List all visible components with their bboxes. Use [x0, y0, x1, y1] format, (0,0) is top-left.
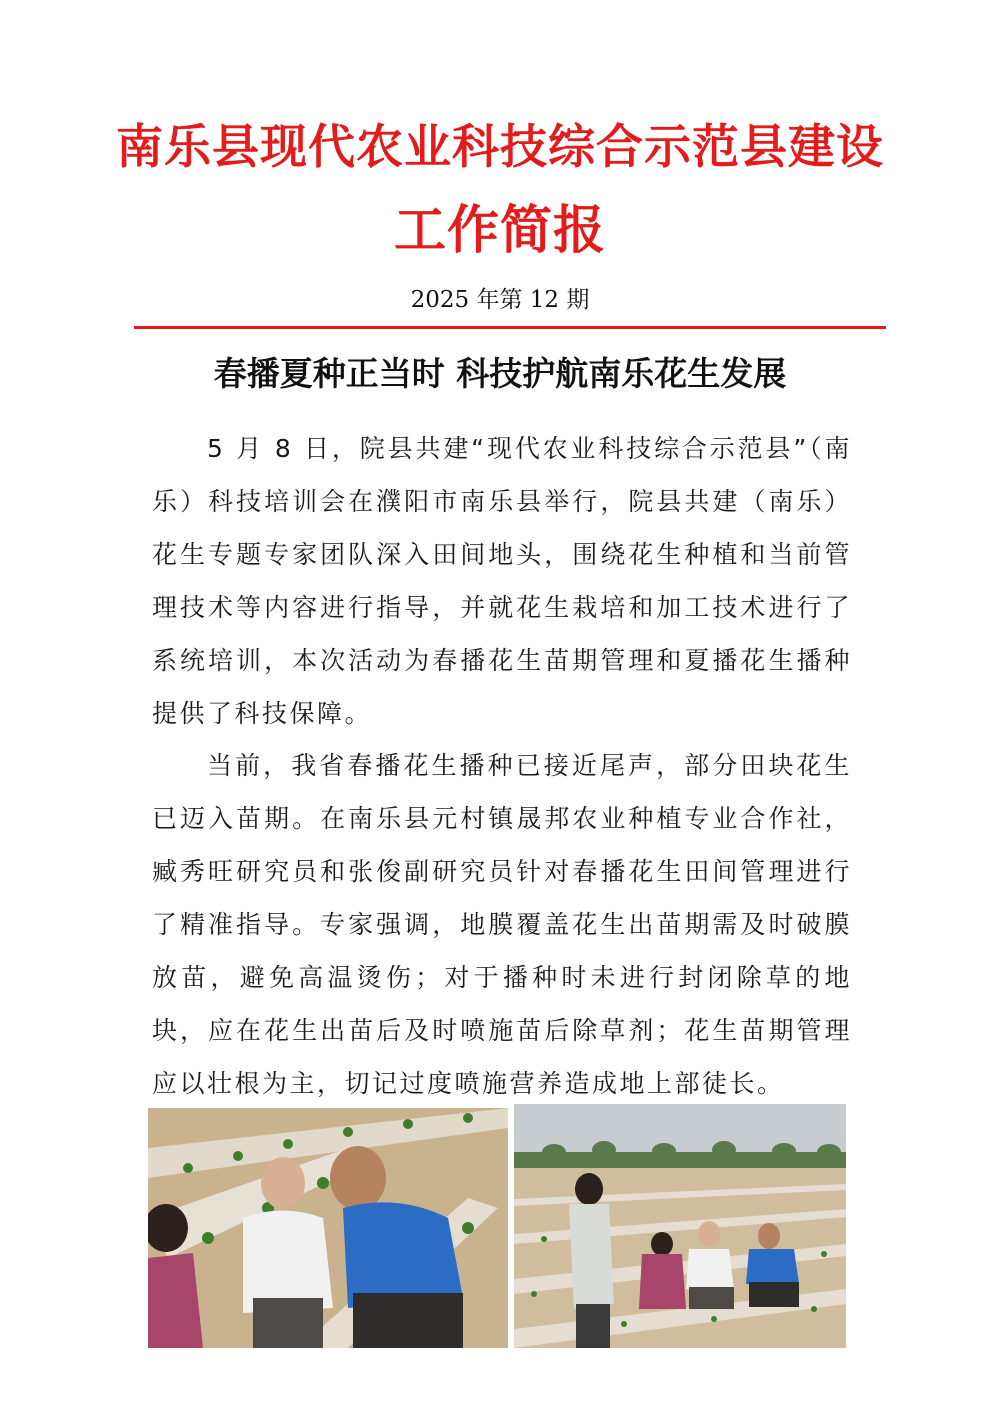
article-paragraph-1 [152, 422, 852, 740]
masthead-subtitle: 工作简报 [393, 200, 606, 261]
paragraph-text: 5 月 8 日，院县共建“现代农业科技综合示范县”（南乐）科技培训会在濮阳市南乐县举行，院县共建（南乐）花生专题专家团队深入田间地头，围绕花生种植和当前管理技术等内容进行指导，并就花生栽培和加工技术进行了系统培训，本次活动为春播花生苗期管理和夏播花生播种提供了科技保障。 [152, 434, 852, 728]
masthead-title: 南乐县现代农业科技综合示范县建设 [116, 120, 884, 175]
article-paragraph-2 [152, 739, 852, 1110]
field-photo-closeup [148, 1108, 508, 1348]
paragraph-text: 当前，我省春播花生播种已接近尾声，部分田块花生已迈入苗期。在南乐县元村镇晟邦农业种植专业合作社，臧秀旺研究员和张俊副研究员针对春播花生田间管理进行了精准指导。专家强调，地膜覆盖花生出苗期需及时破膜放苗，避免高温烫伤；对于播种时未进行封闭除草的地块，应在花生出苗后及时喷施苗后除草剂；花生苗期管理应以壮根为主，切记过度喷施营养造成地上部徒长。 [152, 751, 852, 1098]
red-divider [134, 326, 886, 329]
field-photo-closeup-image [148, 1108, 508, 1348]
article-headline: 春播夏种正当时 科技护航南乐花生发展 [213, 354, 787, 393]
issue-number: 2025 年第 12 期 [410, 287, 590, 313]
field-photo-wide-image [514, 1104, 846, 1348]
field-photo-wide [514, 1104, 846, 1348]
